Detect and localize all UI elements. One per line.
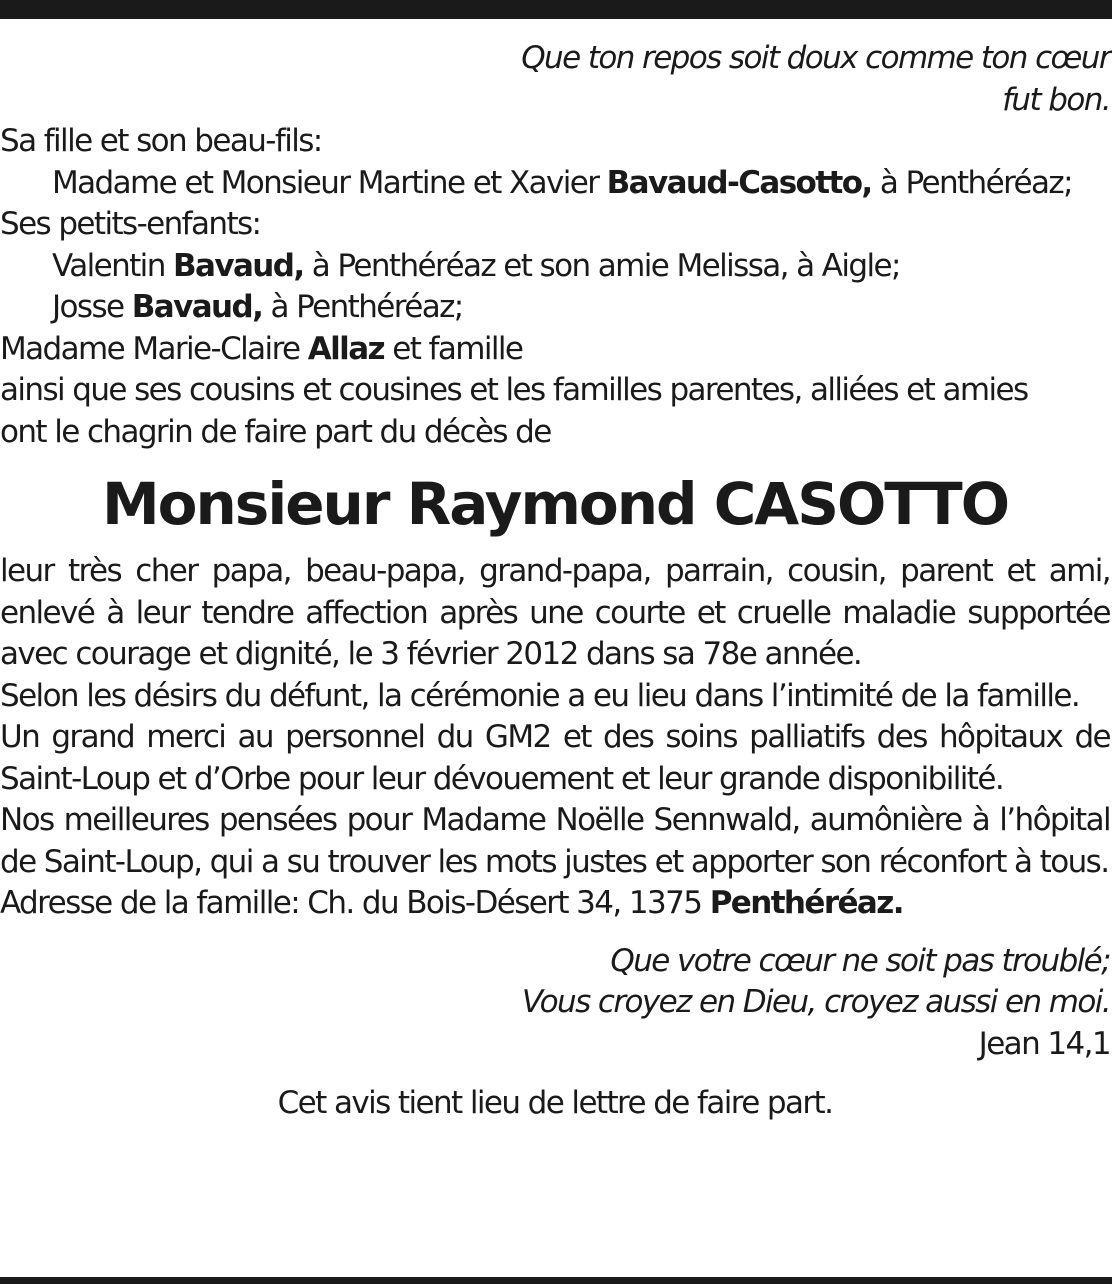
daughter-surname: Bavaud-Casotto, bbox=[606, 164, 872, 201]
daughter-place: à Penthéréaz; bbox=[871, 164, 1072, 201]
daughter-names: Madame et Monsieur Martine et Xavier bbox=[52, 164, 607, 201]
grandchild-1-first: Valentin bbox=[52, 247, 173, 284]
announcement-line: ont le chagrin de faire part du décès de bbox=[0, 413, 551, 450]
deceased-name: Monsieur Raymond CASOTTO bbox=[101, 470, 1009, 538]
grandchild-1-surname: Bavaud, bbox=[173, 247, 304, 284]
verse-line-2: Vous croyez en Dieu, croyez aussi en moi. bbox=[521, 984, 1110, 1020]
address-town: Penthéréaz. bbox=[709, 885, 903, 921]
other-relative-suffix: et famille bbox=[383, 330, 523, 367]
daughter-entry bbox=[0, 163, 1110, 205]
daughter-label: Sa fille et son beau-fils: bbox=[0, 123, 322, 159]
grandchild-2-first: Josse bbox=[52, 289, 132, 325]
top-border bbox=[0, 0, 1112, 19]
bible-verse bbox=[0, 941, 1110, 1066]
verse-reference: Jean 14,1 bbox=[978, 1025, 1110, 1062]
body-paragraph-1: leur très cher papa, beau-papa, grand-papa, parrain, cousin, parent et ami, enlevé à leur tendre affection après une courte et cruelle maladie supportée avec courage et dignité, le 3 février 2012 dans sa 78e année. bbox=[0, 553, 1110, 672]
grandchild-2-place: à Penthéréaz; bbox=[262, 289, 463, 325]
verse-line-1: Que votre cœur ne soit pas troublé; bbox=[610, 942, 1110, 979]
other-relative-surname: Allaz bbox=[307, 330, 384, 367]
body-paragraph-3: Un grand merci au personnel du GM2 et des soins palliatifs des hôpitaux de Saint-Loup et d’Orbe pour leur dévouement et leur grande disponibilité. bbox=[0, 719, 1110, 797]
closing-note: Cet avis tient lieu de lettre de faire part. bbox=[277, 1085, 833, 1121]
cousins-line: ainsi que ses cousins et cousines et les familles parentes, alliées et amies bbox=[0, 372, 1028, 408]
body-paragraph-2: Selon les désirs du défunt, la cérémonie a eu lieu dans l’intimité de la famille. bbox=[0, 677, 1080, 714]
other-relative bbox=[0, 329, 1110, 371]
grandchild-1 bbox=[0, 246, 1110, 288]
family-address bbox=[0, 883, 1110, 925]
grandchild-2 bbox=[0, 287, 1110, 329]
grandchild-1-place: à Penthéréaz et son amie Melissa, à Aigle; bbox=[303, 247, 900, 284]
grandchild-2-surname: Bavaud, bbox=[131, 289, 263, 325]
address-text: Adresse de la famille: Ch. du Bois-Désert 34, 1375 bbox=[0, 885, 710, 921]
grandchildren-label: Ses petits-enfants: bbox=[0, 206, 261, 242]
epigraph bbox=[0, 38, 1110, 121]
body-paragraph-4: Nos meilleures pensées pour Madame Noëlle Sennwald, aumônière à l’hôpital de Saint-Loup, qui a su trouver les mots justes et apporter son réconfort à tous. bbox=[0, 802, 1110, 880]
bottom-border bbox=[0, 1277, 1112, 1284]
epigraph-line-1: Que ton repos soit doux comme ton cœur bbox=[521, 40, 1110, 76]
obituary-notice bbox=[0, 38, 1110, 1125]
other-relative-first: Madame Marie-Claire bbox=[0, 330, 308, 367]
epigraph-line-2: fut bon. bbox=[1002, 81, 1110, 118]
